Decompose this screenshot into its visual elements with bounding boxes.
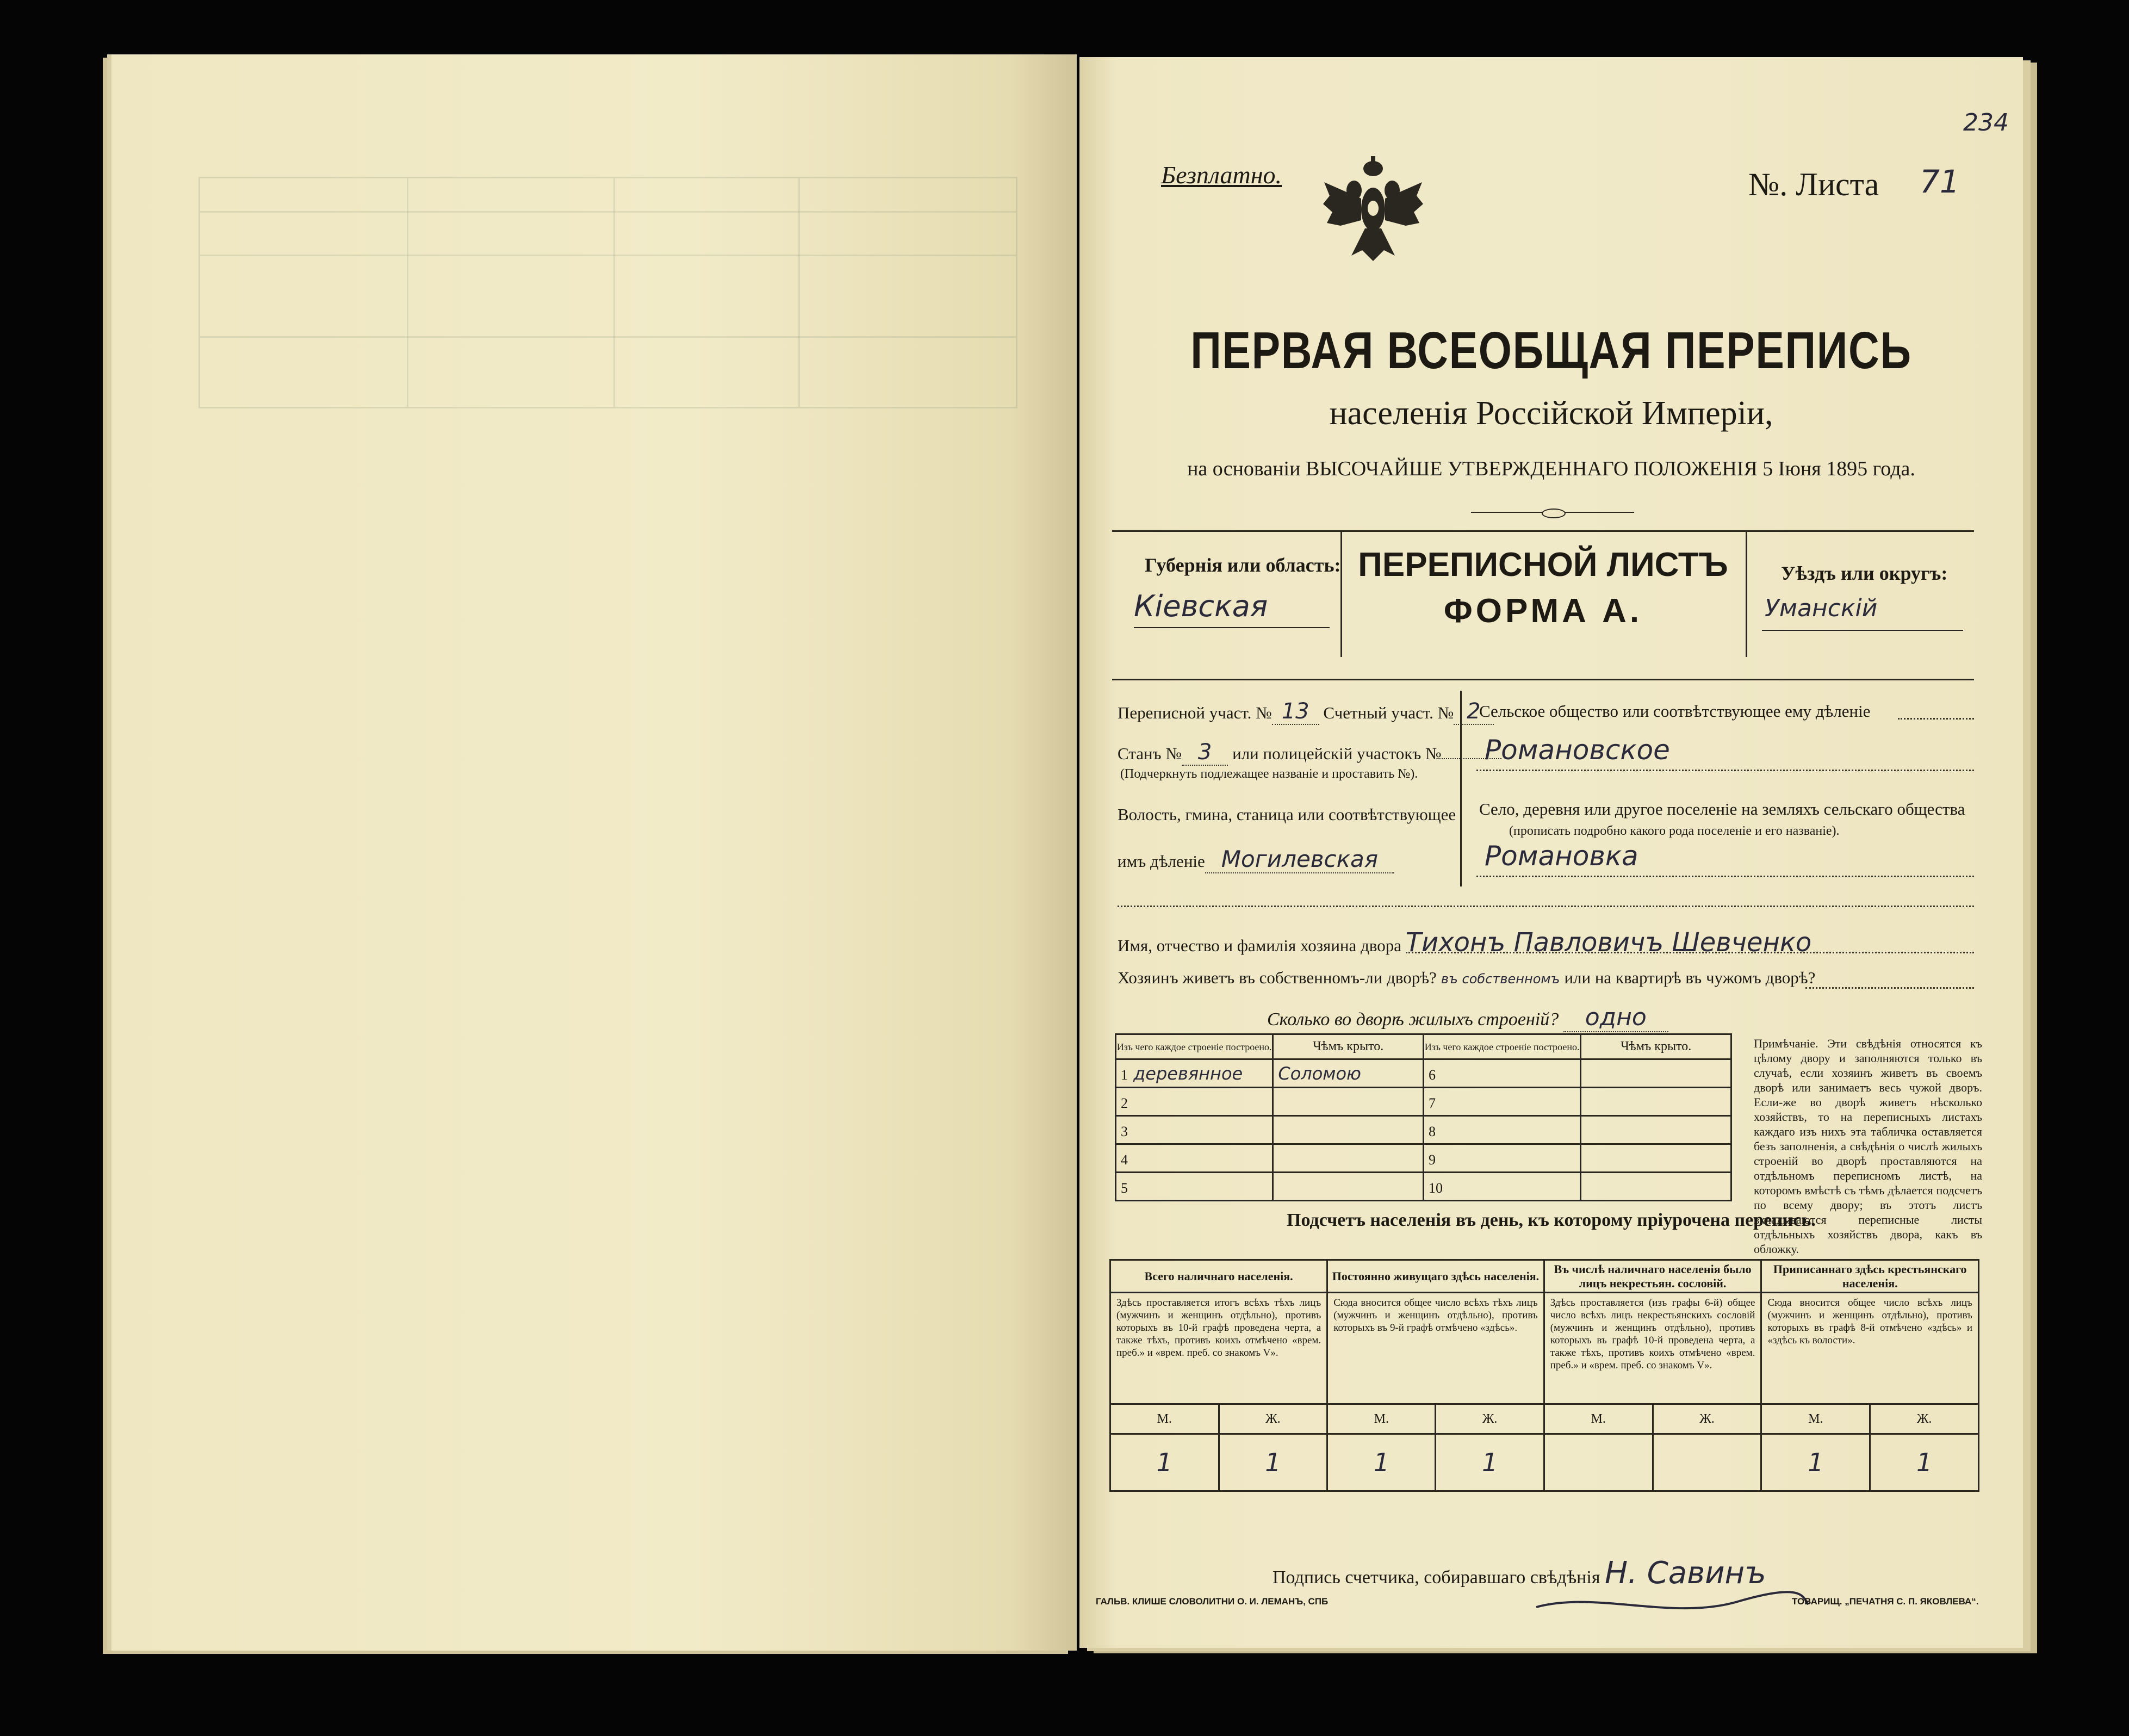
- imprint-left: ГАЛЬВ. КЛИШЕ СЛОВОЛИТНИ О. И. ЛЕМАНЪ, СПБ: [1096, 1596, 1329, 1607]
- basis-line: на основаніи ВЫСОЧАЙШЕ УТВЕРЖДЕННАГО ПОЛОЖЕНІЯ 5 Іюня 1895 года.: [1187, 457, 1915, 480]
- building-material-cell-right: [1423, 1144, 1580, 1173]
- selo-note: (прописать подробно какого рода поселеніе и его названіе).: [1509, 824, 1840, 838]
- count-value-zh-2: 1: [1436, 1434, 1544, 1491]
- building-roof-value-left: [1273, 1088, 1424, 1116]
- stan-label: Станъ №: [1118, 744, 1182, 763]
- count-col-head-4: Приписаннаго здѣсь крестьянскаго населенія.: [1761, 1260, 1979, 1293]
- count-sex-label-m: М.: [1761, 1404, 1870, 1434]
- volost-row: [1118, 846, 1394, 872]
- count-sex-label-m: М.: [1327, 1404, 1436, 1434]
- census-form-page: [1079, 57, 2023, 1648]
- owner-line: [1406, 952, 1974, 953]
- obshchestvo-label-dots: [1898, 718, 1974, 720]
- owner-value: Тихонъ Павловичъ Шевченко: [1405, 927, 1812, 958]
- form-name-line1: ПЕРЕПИСНОЙ ЛИСТЪ: [1358, 546, 1728, 584]
- lives-line: [1805, 987, 1974, 989]
- police-note: (Подчеркнуть подлежащее названіе и проставить №).: [1120, 767, 1418, 781]
- stan-row: [1118, 740, 1501, 765]
- count-value-zh-3: [1653, 1434, 1761, 1491]
- count-value-zh-1: 1: [1219, 1434, 1327, 1491]
- building-roof-value-left: [1273, 1173, 1424, 1201]
- signature-value: Н. Савинъ: [1604, 1555, 1766, 1591]
- fields-bottom-line: [1118, 906, 1974, 907]
- population-count-table: [1109, 1259, 1979, 1492]
- building-material-cell-right: [1423, 1173, 1580, 1201]
- free-label: Безплатно.: [1161, 161, 1282, 189]
- count-sex-label-zh: Ж.: [1653, 1404, 1761, 1434]
- count-sex-label-zh: Ж.: [1219, 1404, 1327, 1434]
- building-number: 4: [1121, 1151, 1128, 1168]
- double-headed-eagle-icon: [1319, 155, 1427, 264]
- archive-page-number: 234: [1963, 109, 2009, 137]
- buildings-table-row: [1116, 1116, 1731, 1144]
- count-sex-label-m: М.: [1544, 1404, 1653, 1434]
- count-col-desc-4: Сюда вносится общее число всѣхъ лицъ (мужчинъ и женщинъ отдѣльно), противъ которыхъ въ графѣ 8-й отмѣчено «здѣсь» и «здѣсь къ волости».: [1761, 1293, 1979, 1404]
- count-value-m-3: [1544, 1434, 1653, 1491]
- selo-value-line: [1476, 876, 1974, 877]
- count-col-desc-2: Сюда вносится общее число всѣхъ тѣхъ лицъ (мужчинъ и женщинъ отдѣльно), противъ которыхъ въ 9-й графѣ отмѣчено «здѣсь».: [1327, 1293, 1544, 1404]
- count-value-m-1: 1: [1110, 1434, 1219, 1491]
- building-material-cell-left: [1116, 1173, 1273, 1201]
- count-col-head-3: Въ числѣ наличнаго населенія было лицъ некрестьян. сословій.: [1544, 1260, 1761, 1293]
- building-number: 8: [1428, 1123, 1436, 1139]
- building-number: 7: [1428, 1095, 1436, 1111]
- building-material-cell-right: [1423, 1088, 1580, 1116]
- sheet-number-value: 71: [1920, 163, 1960, 200]
- building-number: 2: [1121, 1095, 1128, 1111]
- buildings-table-row: [1116, 1173, 1731, 1201]
- sheet-number-label: №. Листа: [1748, 166, 1879, 202]
- imprint-right: ТОВАРИЩ. „ПЕЧАТНЯ С. П. ЯКОВЛЕВА“.: [1792, 1596, 1979, 1607]
- obshchestvo-label: Сельское общество или соотвѣтствующее ему дѣленіе: [1479, 702, 1871, 721]
- show-through-table: [198, 177, 1017, 408]
- volost-value: Могилевская: [1205, 846, 1394, 873]
- lives-label-2: или на квартирѣ въ чужомъ дворѣ?: [1564, 968, 1816, 987]
- uezd-label: Уѣздъ или округъ:: [1781, 562, 1948, 584]
- building-roof-value-left: Соломою: [1273, 1059, 1424, 1088]
- page-subtitle: населенія Россійской Имперіи,: [1329, 395, 1773, 432]
- building-number: 9: [1428, 1151, 1436, 1168]
- schetny-label: Счетный участ. №: [1323, 703, 1454, 722]
- gubernia-label: Губернія или область:: [1145, 554, 1341, 576]
- building-roof-value-left: [1273, 1116, 1424, 1144]
- col-material-right: Изъ чего каждое строеніе построено.: [1423, 1034, 1580, 1059]
- volost-label-2: имъ дѣленіе: [1118, 852, 1205, 871]
- building-number: 1: [1121, 1067, 1128, 1083]
- left-page-blank: [111, 54, 1077, 1651]
- building-roof-value-right: [1581, 1116, 1731, 1144]
- uezd-value: Уманскій: [1765, 594, 1878, 622]
- uchastok-value: 13: [1272, 699, 1319, 725]
- selo-label: Село, деревня или другое поселеніе на земляхъ сельскаго общества: [1479, 799, 1965, 819]
- building-roof-value-right: [1581, 1173, 1731, 1201]
- buildings-table-row: [1116, 1059, 1731, 1088]
- lives-row: [1118, 968, 1815, 988]
- buildings-table: [1115, 1033, 1732, 1201]
- building-material-value: деревянное: [1128, 1063, 1243, 1084]
- lives-label-1: Хозяинъ живетъ въ собственномъ-ли дворѣ?: [1118, 968, 1437, 987]
- building-roof-value-right: [1581, 1059, 1731, 1088]
- volost-label-1: Волость, гмина, станица или соотвѣтствующее: [1118, 805, 1456, 824]
- form-name-line2: ФОРМА А.: [1443, 592, 1643, 630]
- note-text: Примѣчаніе. Эти свѣдѣнія относятся къ цѣлому двору и заполняются только въ случаѣ, если хозяинъ живетъ въ своемъ дворѣ или занимаетъ весь чужой дворъ. Если-же во дворѣ живетъ нѣсколько хозяйствъ, то на переписныхъ листахъ каждаго изъ нихъ эта табличка оставляется безъ заполненія, а свѣдѣнія о числѣ жилыхъ строеній во дворѣ проставляются на отдѣльномъ переписномъ листѣ, на которомъ вмѣстѣ съ тѣмъ дѣлается подсчетъ по всему двору; въ этотъ листъ вкладываются переписные листы отдѣльныхъ хозяйствъ двора, какъ въ обложку.: [1754, 1037, 1982, 1256]
- building-material-cell-right: [1423, 1059, 1580, 1088]
- building-material-cell-left: [1116, 1088, 1273, 1116]
- building-material-cell-right: [1423, 1116, 1580, 1144]
- uchastok-label: Переписной участ. №: [1118, 703, 1272, 722]
- lives-value: въ собственномъ: [1441, 971, 1560, 987]
- obshchestvo-value: Романовское: [1485, 734, 1670, 766]
- count-sex-label-m: М.: [1110, 1404, 1219, 1434]
- ornament-divider: [1471, 509, 1634, 516]
- building-roof-value-right: [1581, 1088, 1731, 1116]
- schetny-value: 2: [1454, 699, 1493, 725]
- building-number: 6: [1428, 1067, 1436, 1083]
- count-col-head-2: Постоянно живущаго здѣсь населенія.: [1327, 1260, 1544, 1293]
- building-roof-value-left: [1273, 1144, 1424, 1173]
- gubernia-value: Кіевская: [1134, 589, 1268, 623]
- buildings-value: одно: [1563, 1003, 1668, 1032]
- building-number: 3: [1121, 1123, 1128, 1139]
- page-title: ПЕРВАЯ ВСЕОБЩАЯ ПЕРЕПИСЬ: [1190, 321, 1912, 380]
- uchastok-row: [1118, 699, 1494, 724]
- header-box: [1112, 530, 1974, 680]
- police-label: или полицейскій участокъ №: [1232, 744, 1442, 763]
- count-value-zh-4: 1: [1870, 1434, 1979, 1491]
- buildings-table-row: [1116, 1088, 1731, 1116]
- building-roof-value-right: [1581, 1144, 1731, 1173]
- building-material-cell-left: [1116, 1059, 1273, 1088]
- buildings-table-row: [1116, 1144, 1731, 1173]
- signature-label: Подпись счетчика, собиравшаго свѣдѣнія: [1273, 1567, 1600, 1588]
- count-col-head-1: Всего наличнаго населенія.: [1110, 1260, 1327, 1293]
- col-roof-right: Чѣмъ крыто.: [1581, 1034, 1731, 1059]
- selo-value: Романовка: [1485, 840, 1638, 872]
- building-material-cell-left: [1116, 1116, 1273, 1144]
- count-sex-label-zh: Ж.: [1436, 1404, 1544, 1434]
- count-title: Подсчетъ населенія въ день, къ которому пріурочена перепись.: [1287, 1210, 1816, 1230]
- owner-label: Имя, отчество и фамилія хозяина двора: [1118, 936, 1401, 955]
- signature-flourish: [1531, 1585, 1814, 1623]
- buildings-label: Сколько во дворѣ жилыхъ строеній?: [1267, 1009, 1559, 1030]
- count-value-m-2: 1: [1327, 1434, 1436, 1491]
- stan-value: 3: [1182, 740, 1228, 766]
- col-material-left: Изъ чего каждое строеніе построено.: [1116, 1034, 1273, 1059]
- count-col-desc-1: Здѣсь проставляется итогъ всѣхъ тѣхъ лицъ (мужчинъ и женщинъ отдѣльно), противъ которыхъ въ 10-й графѣ проведена черта, а также тѣхъ, противъ коихъ отмѣчено «врем. преб.» и «врем. преб. со знакомъ V».: [1110, 1293, 1327, 1404]
- col-roof-left: Чѣмъ крыто.: [1273, 1034, 1424, 1059]
- buildings-row: [1267, 1003, 1668, 1031]
- obshchestvo-value-line: [1476, 770, 1974, 771]
- count-sex-label-zh: Ж.: [1870, 1404, 1979, 1434]
- building-number: 10: [1428, 1180, 1443, 1196]
- count-value-m-4: 1: [1761, 1434, 1870, 1491]
- count-col-desc-3: Здѣсь проставляется (изъ графы 6-й) общее число всѣхъ лицъ некрестьянскихъ сословій (мужчинъ и женщинъ отдѣльно), противъ которыхъ въ графѣ 10-й проведена черта, а также тѣхъ, противъ коихъ отмѣчено «врем. преб.» и «врем. преб. со знакомъ V».: [1544, 1293, 1761, 1404]
- building-number: 5: [1121, 1180, 1128, 1196]
- building-material-cell-left: [1116, 1144, 1273, 1173]
